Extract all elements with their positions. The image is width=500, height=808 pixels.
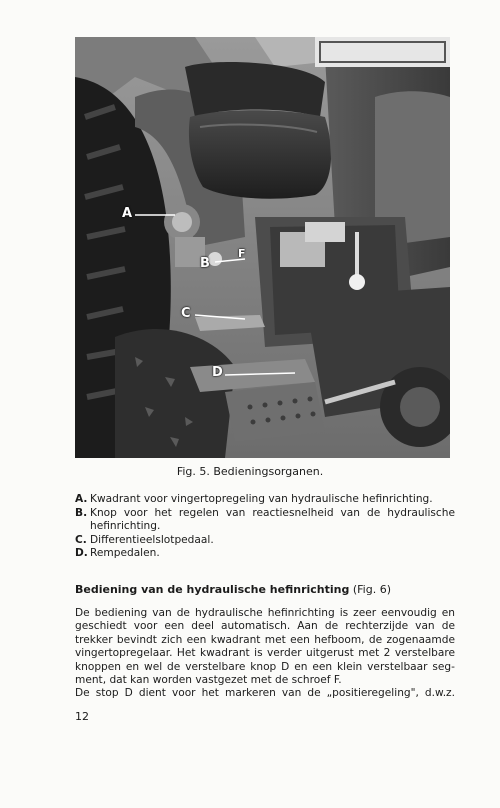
figure-label-b: B bbox=[200, 256, 210, 271]
legend-item-d bbox=[75, 547, 455, 561]
legend-text: Differentieelslotpedaal. bbox=[90, 533, 214, 546]
paragraph-line: geschiedt voor een deel automatisch. Aan de rechterzijde van de bbox=[75, 620, 455, 633]
legend-letter: A. bbox=[75, 493, 88, 505]
legend-item-b bbox=[75, 507, 455, 534]
legend-text: Rempedalen. bbox=[90, 547, 160, 559]
legend-item-c bbox=[75, 534, 455, 548]
figure-caption: Fig. 5. Bedieningsorganen. bbox=[176, 465, 324, 478]
paragraph-line: knoppen en wel de verstelbare knop D en een klein verstelbaar seg- bbox=[75, 660, 455, 673]
body-paragraph bbox=[75, 607, 455, 701]
figure-label-f: F bbox=[238, 247, 246, 260]
legend-letter: B. bbox=[75, 506, 88, 519]
tractor-photo-illustration bbox=[75, 37, 450, 458]
section-heading-title: Bediening van de hydraulische hefinrichting bbox=[75, 583, 350, 596]
figure-label-c: C bbox=[181, 306, 191, 321]
page-number: 12 bbox=[75, 710, 89, 723]
paragraph-line: ment, dat kan worden vastgezet met de schroef F. bbox=[75, 674, 342, 687]
figure-photo bbox=[75, 37, 450, 458]
legend-letter: D. bbox=[75, 547, 88, 559]
figure-legend bbox=[75, 493, 455, 561]
section-heading bbox=[75, 583, 391, 596]
paragraph-line: De bediening van de hydraulische hefinrichting is zeer eenvoudig en bbox=[75, 607, 455, 619]
legend-text: Kwadrant voor vingertopregeling van hydraulische hefinrichting. bbox=[90, 493, 433, 505]
legend-item-a bbox=[75, 493, 455, 507]
section-heading-figure-ref: (Fig. 6) bbox=[349, 583, 391, 596]
legend-letter: C. bbox=[75, 533, 87, 546]
figure-label-d: D bbox=[212, 365, 223, 380]
paragraph-line: trekker bevindt zich een kwadrant met een hefboom, de zogenaamde bbox=[75, 633, 455, 646]
figure-label-a: A bbox=[122, 206, 133, 221]
paragraph-line: De stop D dient voor het markeren van de „positieregeling", d.w.z. bbox=[75, 687, 455, 700]
legend-text: Knop voor het regelen van reactiesnelheid van de hydraulische hefinrichting. bbox=[90, 506, 455, 532]
paragraph-line: vingertopregelaar. Het kwadrant is verder uitgerust met 2 verstelbare bbox=[75, 647, 455, 660]
